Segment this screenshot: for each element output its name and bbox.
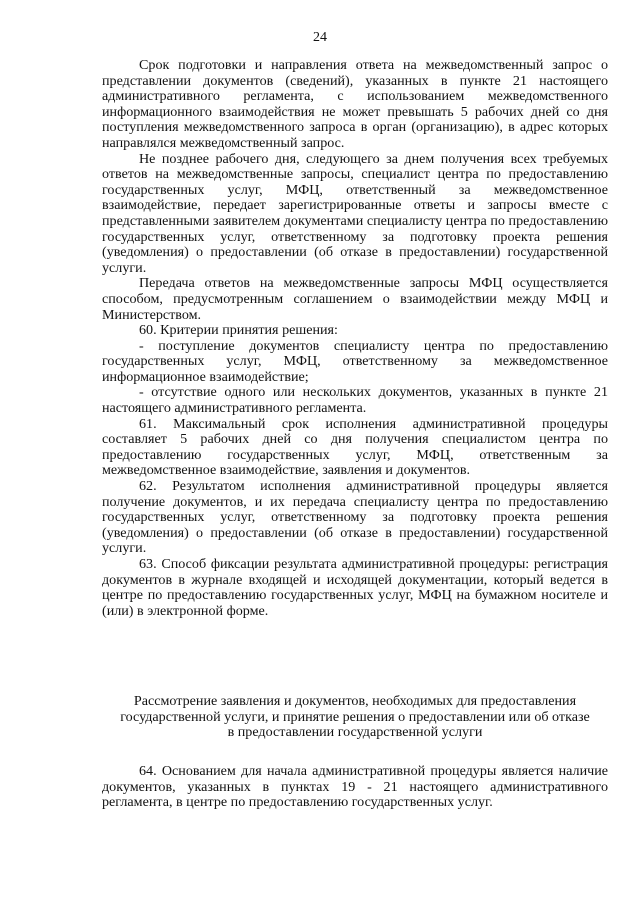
paragraph-max-term-61: 61. Максимальный срок исполнения административной процедуры составляет 5 рабочих дней со дня получения специалистом центра по предоставлению государственных услуг, МФЦ, ответственным за межведомственное взаимодействие, заявления и документов. [102,415,608,479]
section-heading-line: Рассмотрение заявления и документов, необходимых для предоставления [133,693,577,709]
paragraph-response-deadline: Срок подготовки и направления ответа на межведомственный запрос о представлении документов (сведений), указанных в пункте 21 настоящего административного регламента, с использованием межведомственного информационного взаимодействия не может превышать 5 рабочих дней со дня поступления межведомственного запроса в орган (организацию), в адрес которых направлялся межведомственный запрос. [102,57,608,151]
criteria-item-absence: - отсутствие одного или нескольких документов, указанных в пункте 21 настоящего административного регламента. [102,384,608,417]
body-text [102,58,608,619]
paragraph-result-62: 62. Результатом исполнения административной процедуры является получение документов, и их передача специалисту центра по предоставлению государственных услуг, ответственному за подготовку проекта решения (уведомления) о предоставлении (об отказе в предоставлении) государственной услуги. [102,478,608,557]
paragraph-basis-64: 64. Основанием для начала административной процедуры является наличие документов, указанных в пунктах 19 - 21 настоящего административного регламента, в центре по предоставлению государственных услуг. [102,763,608,811]
criteria-item-receipt: - поступление документов специалисту центра по предоставлению государственных услуг, МФЦ, ответственному за межведомственное информационное взаимодействие; [102,337,608,385]
paragraph-mfc-transfer: Передача ответов на межведомственные запросы МФЦ осуществляется способом, предусмотренным соглашением о взаимодействии между МФЦ и Министерством. [102,275,608,323]
section-heading-line: государственной услуги, и принятие решения о предоставлении или об отказе [120,708,590,725]
paragraph-fixation-63: 63. Способ фиксации результата административной процедуры: регистрация документов в журнале входящей и исходящей документации, который ведется в центре по предоставлению государственных услуг, МФЦ на бумажном носителе и (или) в электронной форме. [102,556,608,619]
final-section [102,764,608,811]
section-heading [102,694,608,741]
page-number: 24 [313,30,327,45]
paragraph-transfer-responses: Не позднее рабочего дня, следующего за днем получения всех требуемых ответов на межведомственные запросы, специалист центра по предоставлению государственных услуг, МФЦ, ответственный за межведомственное взаимодействие, передает зарегистрированные ответы и запросы вместе с представленными заявителем документами специалисту центра по предоставлению государственных услуг, ответственному за подготовку проекта решения (уведомления) о предоставлении (об отказе в предоставлении) государственной услуги. [102,150,608,276]
section-heading-line: в предоставлении государственной услуги [227,724,483,741]
paragraph-criteria-60: 60. Критерии принятия решения: [139,322,338,339]
